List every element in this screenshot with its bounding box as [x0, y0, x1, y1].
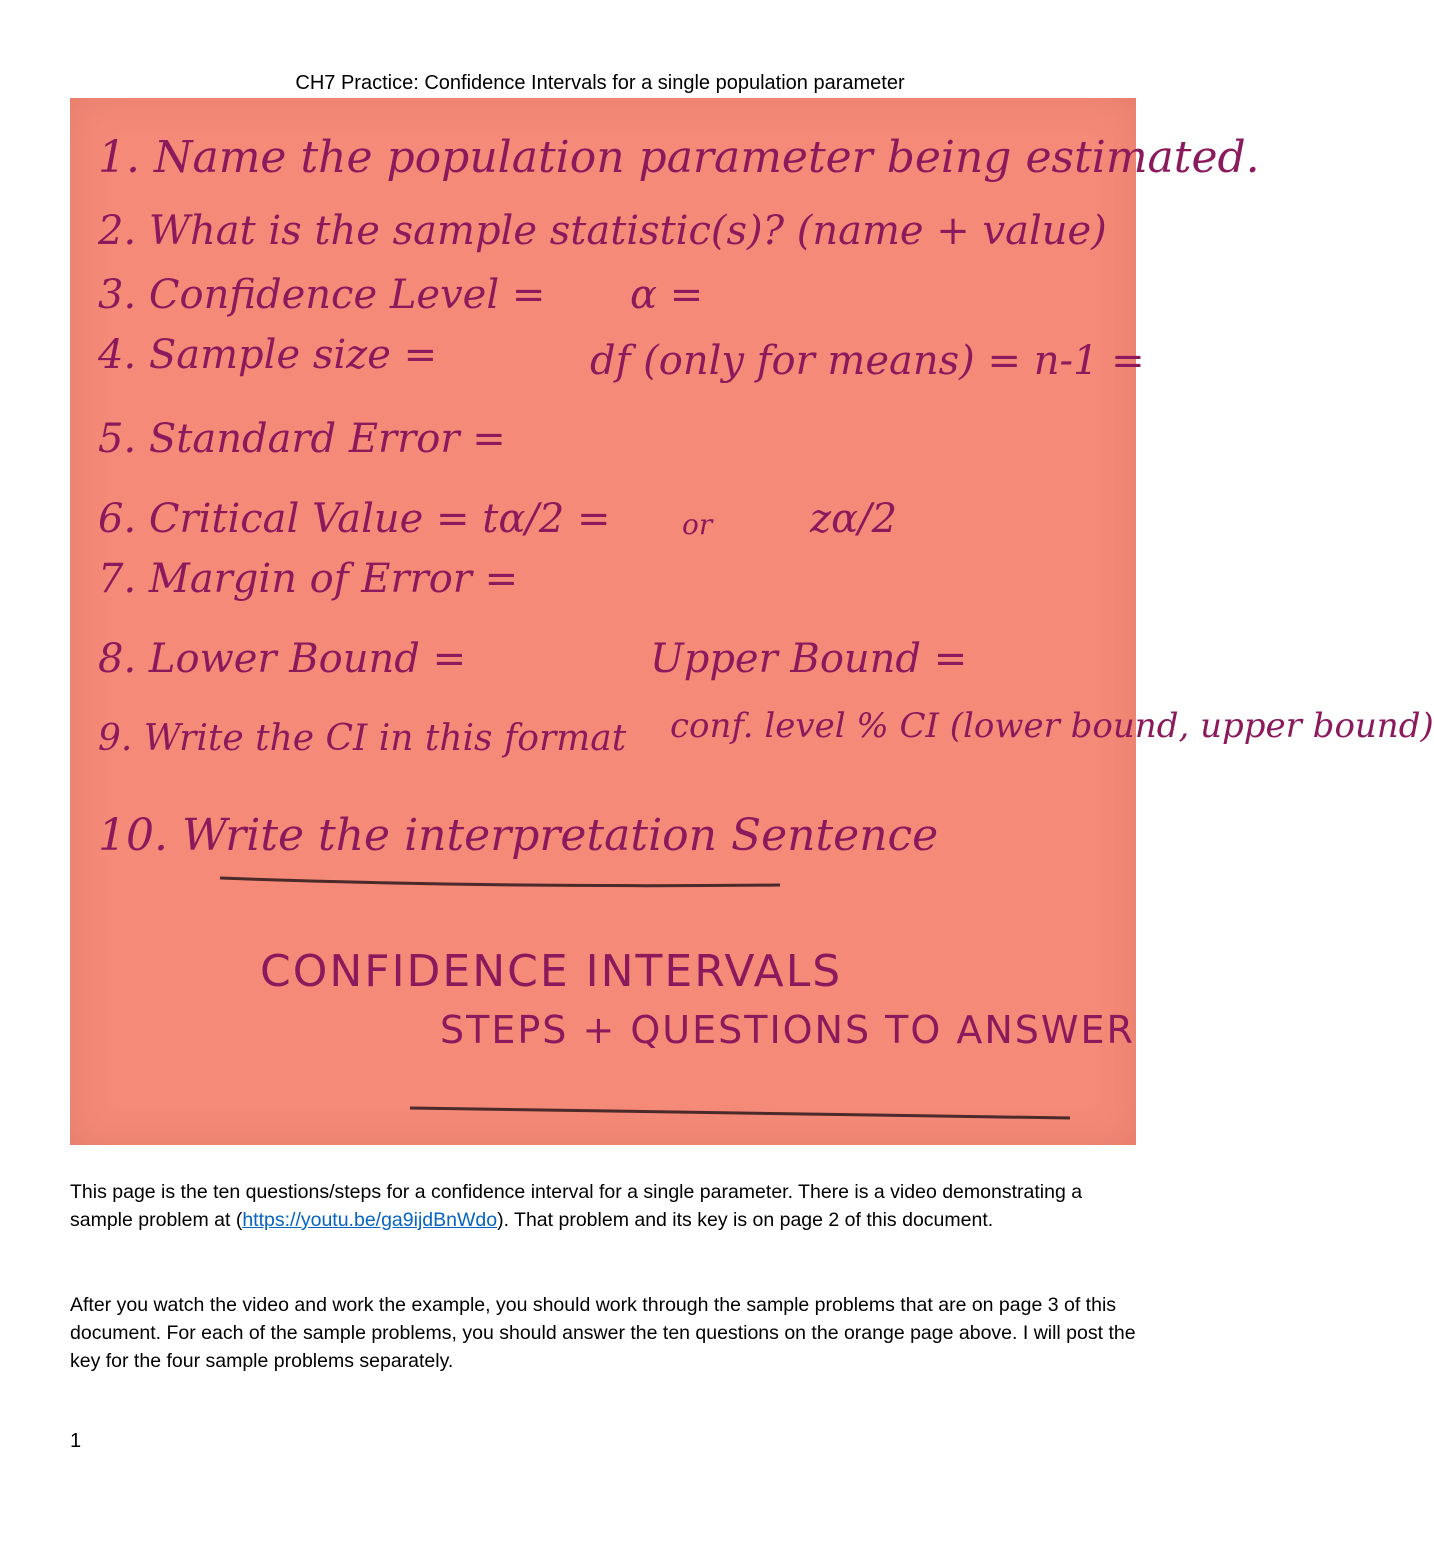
- bottom-underline: [410, 1108, 1070, 1118]
- step-6-or: or: [682, 508, 713, 541]
- step-8-upper: Upper Bound =: [650, 636, 968, 682]
- page-number: 1: [70, 1430, 82, 1452]
- poster-subtitle: STEPS + QUESTIONS TO ANSWER: [440, 1008, 1135, 1052]
- intro-text-end: ). That problem and its key is on page 2 of this document.: [497, 1209, 994, 1231]
- step-4-df: df (only for means) = n-1 =: [590, 338, 1145, 384]
- poster-title: CONFIDENCE INTERVALS: [260, 946, 843, 997]
- step-8: 8. Lower Bound =: [98, 636, 467, 682]
- step-5: 5. Standard Error =: [98, 416, 506, 462]
- step-9: 9. Write the CI in this format: [98, 718, 627, 759]
- step-6-z: zα/2: [810, 496, 898, 542]
- intro-text-start: This page is the ten questions/steps for a confidence interval for a single parameter. There is a video demonstrating a sample problem at (: [70, 1181, 1083, 1231]
- handwritten-poster-photo: [70, 98, 1434, 1145]
- intro-paragraph: [70, 1178, 1140, 1234]
- divider-line: [220, 878, 780, 886]
- step-2: 2. What is the sample statistic(s)? (name + value): [98, 208, 1107, 254]
- step-10: 10. Write the interpretation Sentence: [98, 810, 939, 861]
- step-9-format: conf. level % CI (lower bound, upper bound): [670, 706, 1434, 746]
- instructions-paragraph: After you watch the video and work the example, you should work through the sample problems that are on page 3 of this document. For each of the sample problems, you should answer the ten questions on the orange page above. I will post the key for the four sample problems separately.: [70, 1294, 1136, 1372]
- step-7: 7. Margin of Error =: [98, 556, 519, 602]
- step-1: 1. Name the population parameter being estimated.: [98, 132, 1260, 183]
- step-3: 3. Confidence Level =: [98, 272, 546, 318]
- video-link[interactable]: https://youtu.be/ga9ijdBnWdo: [242, 1209, 498, 1231]
- step-6: 6. Critical Value = tα/2 =: [98, 496, 611, 542]
- page-title: CH7 Practice: Confidence Intervals for a single population parameter: [295, 72, 905, 94]
- step-4: 4. Sample size =: [98, 332, 438, 378]
- step-3-alpha: α =: [630, 272, 704, 318]
